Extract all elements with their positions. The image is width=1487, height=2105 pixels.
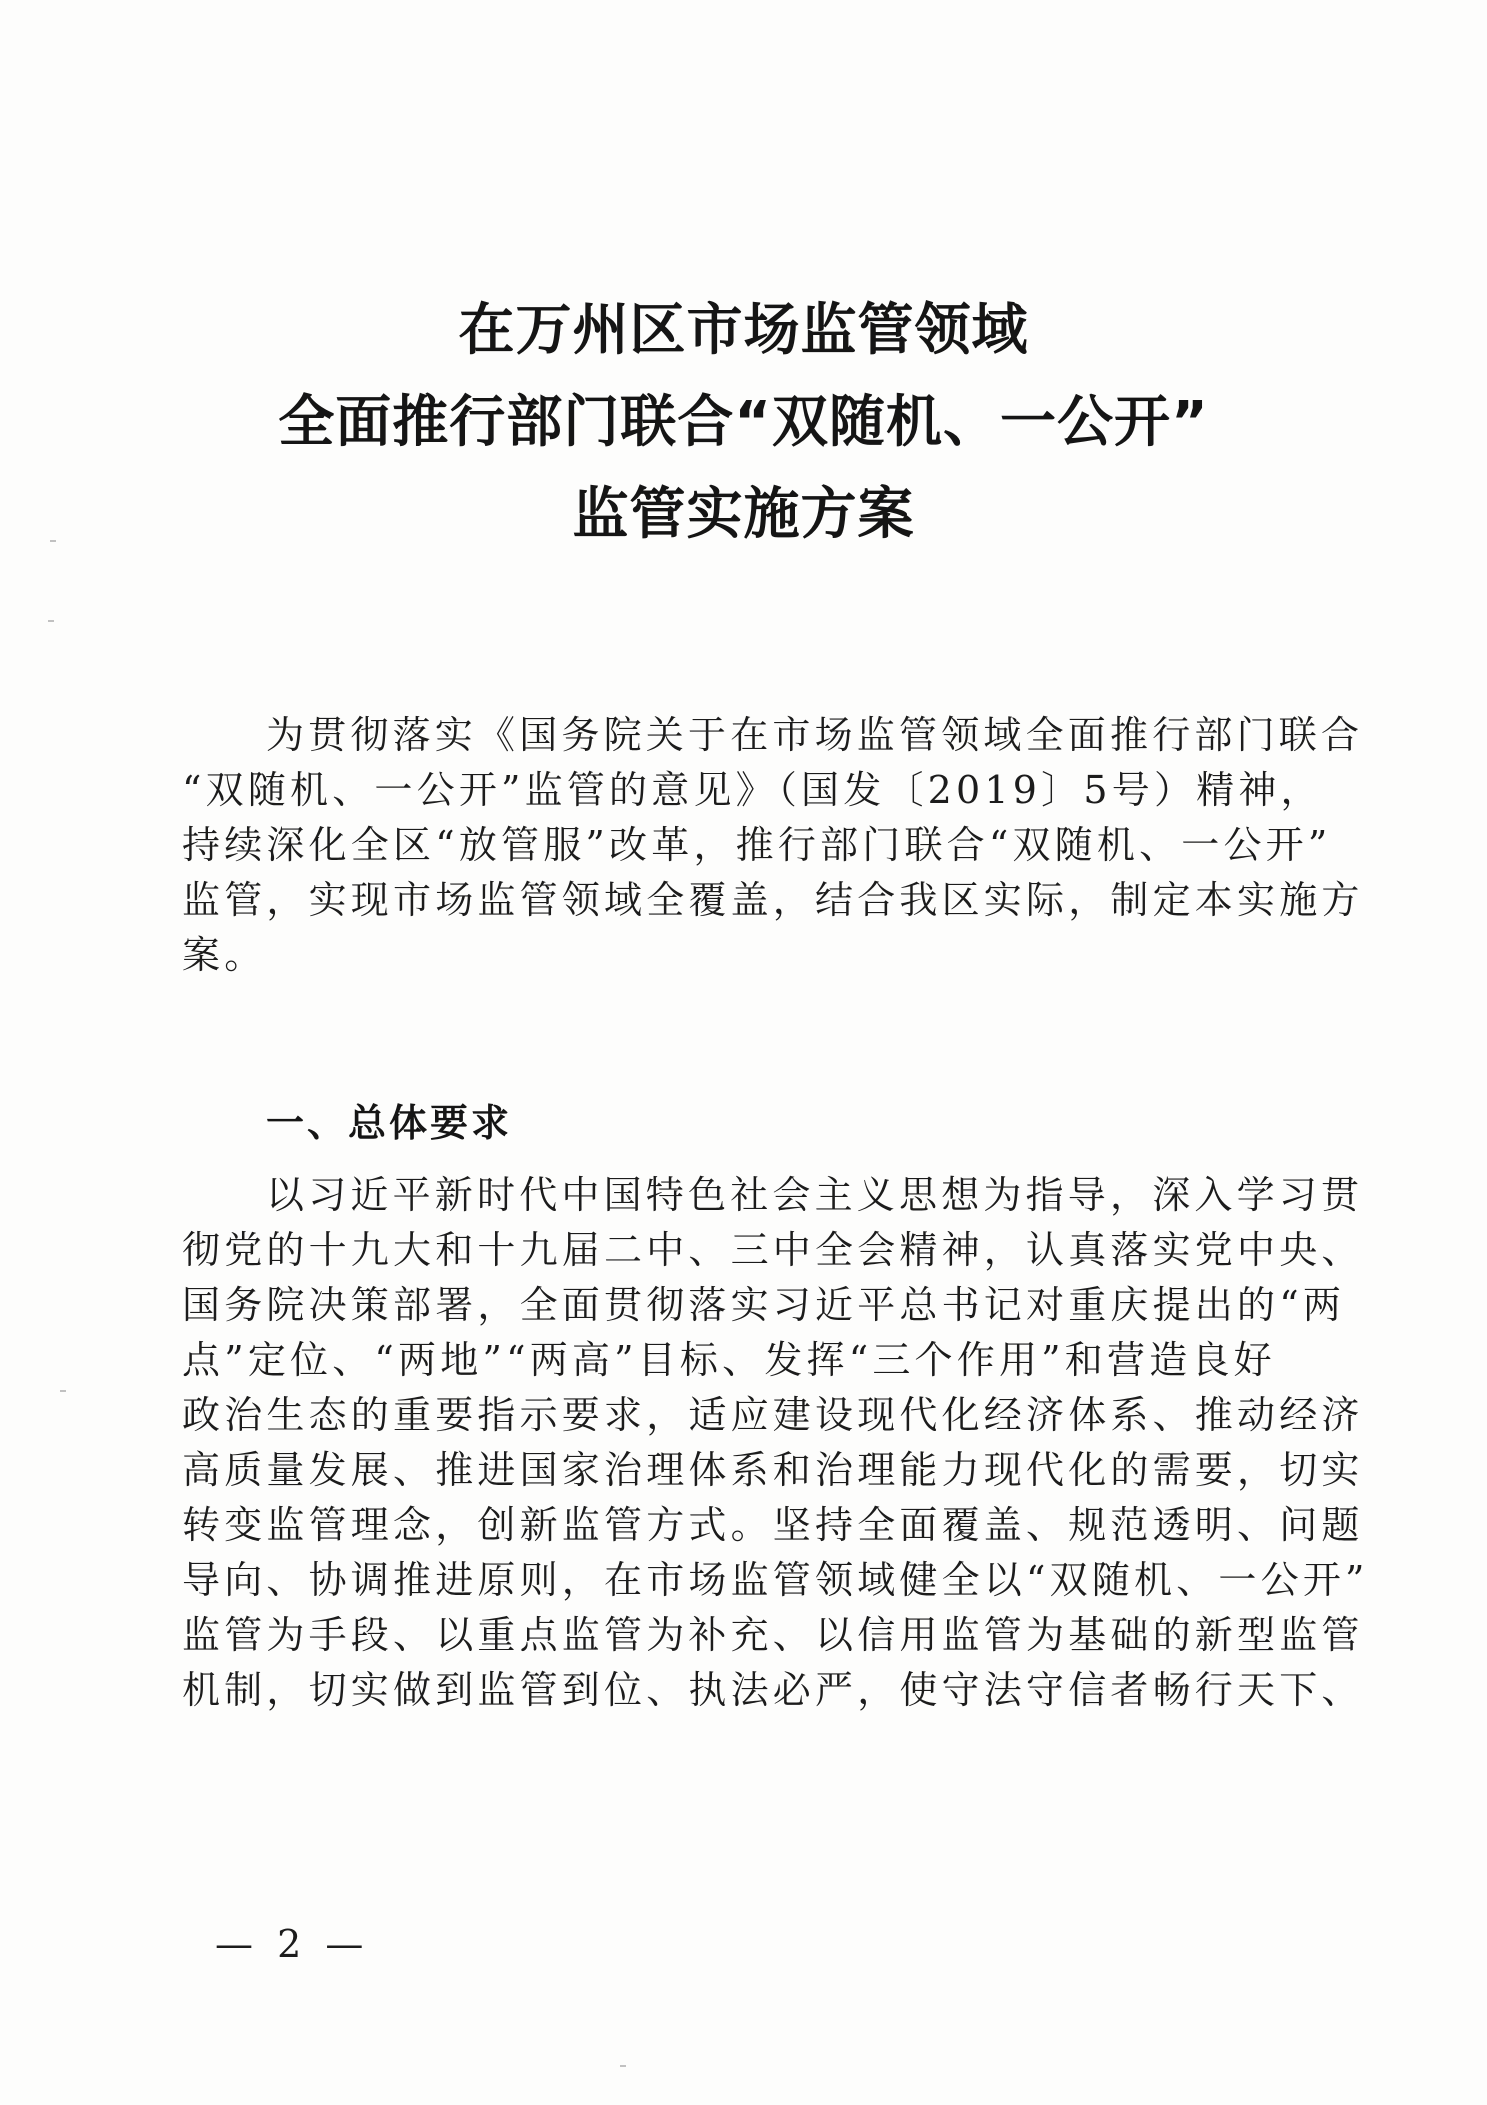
section-line: 国务院决策部署，全面贯彻落实习近平总书记对重庆提出的“两 (182, 1283, 1346, 1327)
section-line: 机制，切实做到监管到位、执法必严，使守法守信者畅行天下、 (182, 1668, 1364, 1712)
intro-line: 持续深化全区“放管服”改革，推行部门联合“双随机、一公开” (182, 823, 1332, 867)
title-line-2: 全面推行部门联合“双随机、一公开” (278, 390, 1209, 455)
section-heading: 一、总体要求 (266, 1101, 513, 1145)
section-line: 监管为手段、以重点监管为补充、以信用监管为基础的新型监管 (182, 1613, 1364, 1657)
intro-line: 为贯彻落实《国务院关于在市场监管领域全面推行部门联合 (266, 713, 1364, 757)
scan-speck (620, 2065, 626, 2067)
scan-speck (48, 620, 54, 622)
section-paragraph (182, 1168, 1369, 1718)
scan-speck (50, 540, 56, 542)
title-line-3: 监管实施方案 (572, 482, 915, 547)
section-line: 以习近平新时代中国特色社会主义思想为指导，深入学习贯 (266, 1173, 1364, 1217)
section-line: 彻党的十九大和十九届二中、三中全会精神，认真落实党中央、 (182, 1228, 1364, 1272)
section-line: 政治生态的重要指示要求，适应建设现代化经济体系、推动经济 (182, 1393, 1364, 1437)
intro-line: 案。 (182, 933, 267, 977)
section-line: 高质量发展、推进国家治理体系和治理能力现代化的需要，切实 (182, 1448, 1364, 1492)
intro-paragraph (182, 708, 1364, 983)
section-line: 转变监管理念，创新监管方式。坚持全面覆盖、规范透明、问题 (182, 1503, 1364, 1547)
section-line: 导向、协调推进原则，在市场监管领域健全以“双随机、一公开” (182, 1558, 1369, 1602)
title-line-1: 在万州区市场监管领域 (458, 298, 1029, 363)
section-line: 点”定位、“两地”“两高”目标、发挥“三个作用”和营造良好 (182, 1338, 1276, 1382)
document-title (0, 285, 1487, 561)
intro-line: “双随机、一公开”监管的意见》（国发〔2019〕5号）精神， (182, 768, 1323, 812)
scan-speck (60, 1390, 66, 1392)
page-number: — 2 — (215, 1922, 370, 1966)
intro-line: 监管，实现市场监管领域全覆盖，结合我区实际，制定本实施方 (182, 878, 1364, 922)
